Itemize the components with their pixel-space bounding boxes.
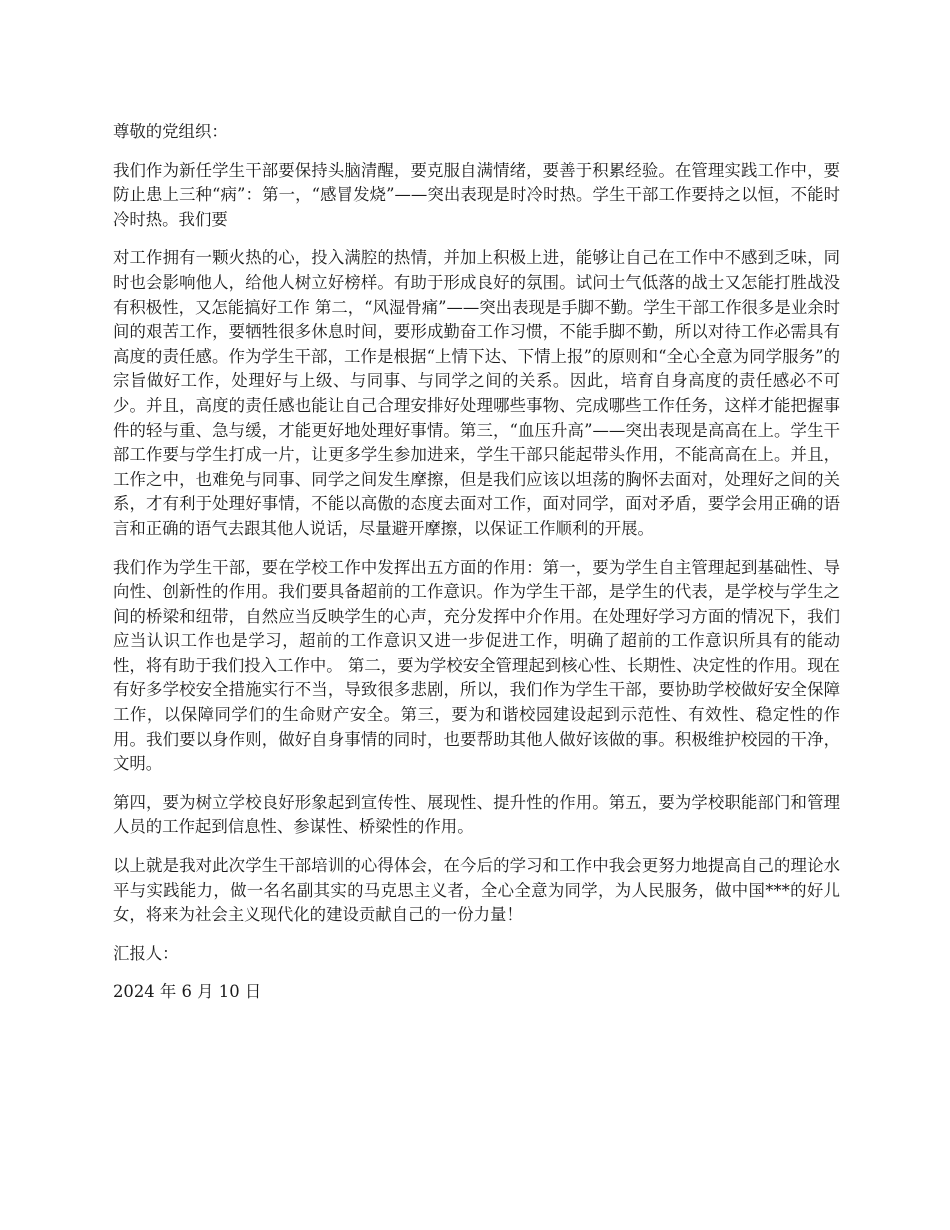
body-paragraph-4: 第四，要为树立学校良好形象起到宣传性、展现性、提升性的作用。第五，要为学校职能部门和管理人员的工作起到信息性、参谋性、桥梁性的作用。 (113, 792, 840, 837)
body-paragraph-3: 我们作为学生干部，要在学校工作中发挥出五方面的作用：第一，要为学生自主管理起到基础性、导向性、创新性的作用。我们要具备超前的工作意识。作为学生干部，是学生的代表，是学校与学生之间的桥梁和纽带，自然应当反映学生的心声，充分发挥中介作用。在处理好学习方面的情况下，我们应当认识工作也是学习，超前的工作意识又进一步促进工作，明确了超前的工作意识所具有的能动性，将有助于我们投入工作中。 第二，要为学校安全管理起到核心性、长期性、决定性的作用。现在有好多学校安全措施实行不当，导致很多悲剧，所以，我们作为学生干部，要协助学校做好安全保障工作，以保障同学们的生命财产安全。第三，要为和谐校园建设起到示范性、有效性、稳定性的作用。我们要以身作则，做好自身事情的同时，也要帮助其他人做好该做的事。积极维护校园的干净，文明。 (113, 557, 840, 774)
body-paragraph-5: 以上就是我对此次学生干部培训的心得体会，在今后的学习和工作中我会更努力地提高自己的理论水平与实践能力，做一名名副其实的马克思主义者，全心全意为同学，为人民服务，做中国***的好儿女，将来为社会主义现代化的建设贡献自己的一份力量！ (113, 856, 840, 925)
salutation: 尊敬的党组织： (113, 122, 228, 141)
report-date: 2024 年 6 月 10 日 (113, 982, 262, 1002)
reporter-label: 汇报人： (113, 943, 179, 963)
body-paragraph-2: 对工作拥有一颗火热的心，投入满腔的热情，并加上积极上进，能够让自己在工作中不感到乏味，同时也会影响他人，给他人树立好榜样。有助于形成良好的氛围。试问士气低落的战士又怎能打胜战没有积极性，又怎能搞好工作 第二，“风湿骨痛”——突出表现是手脚不勤。学生干部工作很多是业余时间的艰苦工作，要牺牲很多休息时间，要形成勤奋工作习惯，不能手脚不勤，所以对待工作必需具有高度的责任感。作为学生干部，工作是根据“上情下达、下情上报”的原则和“全心全意为同学服务”的宗旨做好工作，处理好与上级、与同事、与同学之间的关系。因此，培育自身高度的责任感必不可少。并且，高度的责任感也能让自己合理安排好处理哪些事物、完成哪些工作任务，这样才能把握事件的轻与重、急与缓，才能更好地处理好事情。第三，“血压升高”——突出表现是高高在上。学生干部工作要与学生打成一片，让更多学生参加进来，学生干部只能起带头作用，不能高高在上。并且，工作之中，也难免与同事、同学之间发生摩擦，但是我们应该以坦荡的胸怀去面对，处理好之间的关系，才有利于处理好事情，不能以高傲的态度去面对工作，面对同学，面对矛盾，要学会用正确的语言和正确的语气去跟其他人说话，尽量避开摩擦，以保证工作顺利的开展。 (113, 248, 840, 538)
document-page (113, 120, 840, 1019)
body-paragraph-1: 我们作为新任学生干部要保持头脑清醒，要克服自满情绪，要善于积累经验。在管理实践工作中，要防止患上三种“病”：第一，“感冒发烧”——突出表现是时冷时热。学生干部工作要持之以恒，不能时冷时热。我们要 (113, 160, 840, 229)
